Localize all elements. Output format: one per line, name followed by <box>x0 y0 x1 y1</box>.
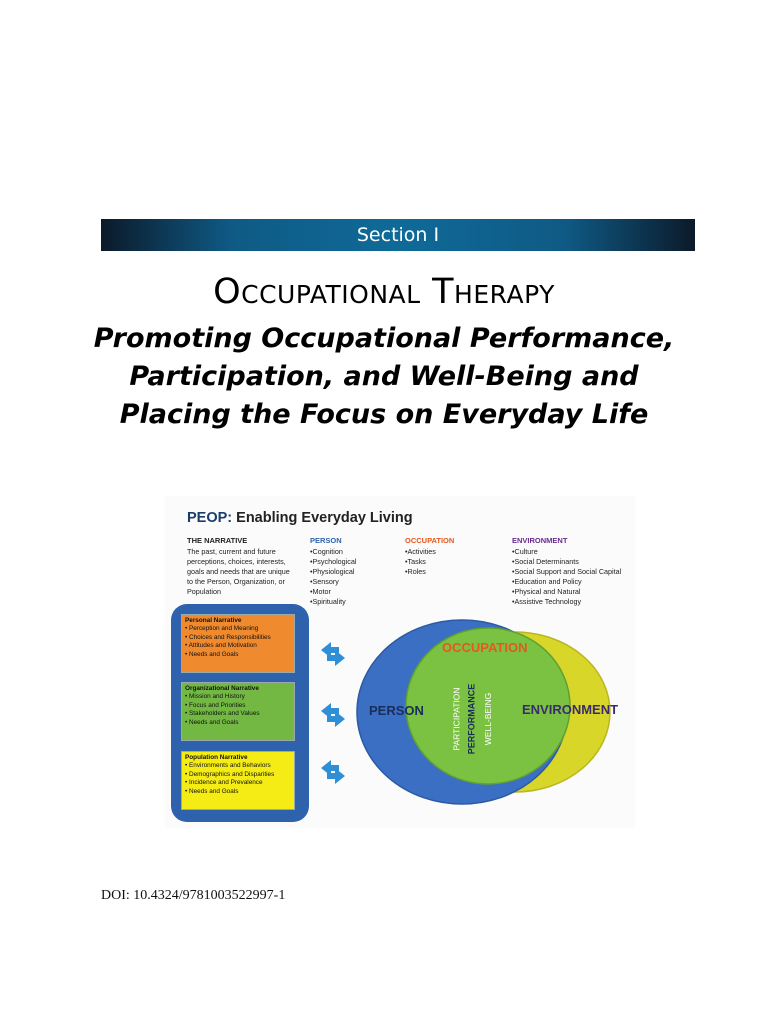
personal-narrative-item: • Attitudes and Motivation <box>185 642 257 650</box>
person-item: •Psychological <box>310 557 357 566</box>
person-item: •Sensory <box>310 577 339 586</box>
environment-item: •Physical and Natural <box>512 587 581 596</box>
bidirectional-arrow-icon <box>317 699 349 731</box>
bidirectional-arrow-icon <box>317 638 349 670</box>
narrative-text-line: Population <box>187 587 221 596</box>
figure-title-bold: PEOP: <box>187 510 233 526</box>
doi-text: DOI: 10.4324/9781003522997-1 <box>101 888 286 903</box>
occupation-item: •Roles <box>405 567 426 576</box>
population-narrative-item: • Needs and Goals <box>185 787 239 795</box>
subtitle-line-3: Placing the Focus on Everyday Life <box>119 399 649 430</box>
population-narrative-item: • Environments and Behaviors <box>185 762 271 770</box>
narrative-column <box>187 536 290 597</box>
bidirectional-arrow-icon <box>317 756 349 788</box>
page-title: Occupational Therapy <box>213 272 555 312</box>
environment-item: •Social Support and Social Capital <box>512 567 622 576</box>
occupation-heading: OCCUPATION <box>405 536 455 545</box>
personal-narrative-item: • Choices and Responsibilities <box>185 633 271 641</box>
organizational-narrative-item: • Stakeholders and Values <box>185 710 260 718</box>
personal-narrative-item: • Perception and Meaning <box>185 625 259 633</box>
personal-narrative-box <box>181 614 295 673</box>
participation-label: PARTICIPATION <box>451 687 462 751</box>
venn-person-label: PERSON <box>369 703 424 718</box>
environment-item: •Social Determinants <box>512 557 579 566</box>
page-subtitle <box>60 320 708 434</box>
person-item: •Cognition <box>310 547 343 556</box>
subtitle-line-1: Promoting Occupational Performance, <box>93 323 675 354</box>
well-being-label: WELL-BEING <box>483 692 494 746</box>
organizational-narrative-heading: Organizational Narrative <box>185 685 259 692</box>
person-column <box>310 536 356 607</box>
performance-label: PERFORMANCE <box>466 683 477 755</box>
organizational-narrative-item: • Needs and Goals <box>185 718 239 726</box>
environment-item: •Culture <box>512 547 538 556</box>
environment-item: •Education and Policy <box>512 577 582 586</box>
environment-heading: ENVIRONMENT <box>512 536 568 545</box>
occupation-column <box>405 536 454 577</box>
section-label: Section I <box>356 224 440 246</box>
environment-column <box>512 536 621 607</box>
narrative-text-line: perceptions, choices, interests, <box>187 557 286 566</box>
section-banner <box>101 219 695 251</box>
subtitle-line-2: Participation, and Well-Being and <box>129 361 639 392</box>
occupation-item: •Activities <box>405 547 436 556</box>
person-item: •Motor <box>310 587 331 596</box>
venn-environment-label: ENVIRONMENT <box>522 702 619 717</box>
figure-title <box>187 510 413 526</box>
population-narrative-item: • Demographics and Disparities <box>185 770 275 778</box>
organizational-narrative-item: • Mission and History <box>185 693 245 701</box>
narrative-text-line: to the Person, Organization, or <box>187 577 285 586</box>
environment-item: •Assistive Technology <box>512 597 582 606</box>
personal-narrative-heading: Personal Narrative <box>185 617 242 624</box>
occupation-item: •Tasks <box>405 557 426 566</box>
narrative-text-line: The past, current and future <box>187 547 276 556</box>
person-item: •Physiological <box>310 567 355 576</box>
person-item: •Spirituality <box>310 597 346 606</box>
narrative-text-line: goals and needs that are unique <box>187 567 290 576</box>
narrative-heading: THE NARRATIVE <box>187 536 248 545</box>
organizational-narrative-box <box>181 682 295 741</box>
population-narrative-box <box>181 751 295 810</box>
narrative-panel <box>171 604 309 822</box>
population-narrative-item: • Incidence and Prevalence <box>185 779 263 787</box>
figure-title-rest: Enabling Everyday Living <box>232 510 413 526</box>
organizational-narrative-item: • Focus and Priorities <box>185 701 246 709</box>
population-narrative-heading: Population Narrative <box>185 754 248 761</box>
peop-figure <box>165 496 635 828</box>
person-heading: PERSON <box>310 536 342 545</box>
personal-narrative-item: • Needs and Goals <box>185 650 239 658</box>
venn-occupation-label: OCCUPATION <box>442 640 528 655</box>
